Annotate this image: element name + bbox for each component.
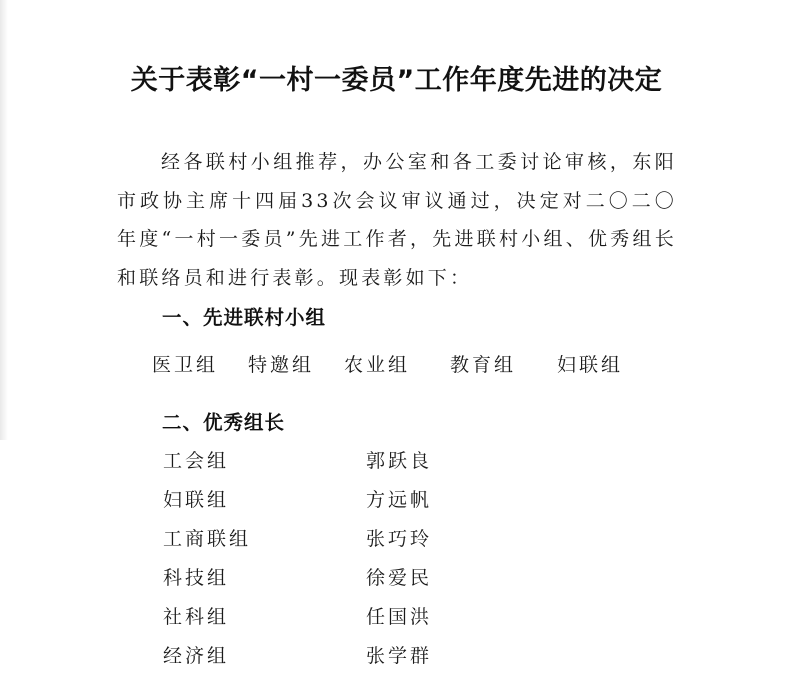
advanced-groups-list bbox=[0, 350, 793, 380]
group-item: 教育组 bbox=[450, 354, 517, 376]
list-item bbox=[0, 485, 793, 524]
document-title: 关于表彰“一村一委员”工作年度先进的决定 bbox=[130, 65, 663, 96]
excellent-leaders-list bbox=[0, 446, 793, 680]
person-name: 张巧玲 bbox=[366, 528, 433, 550]
section-heading-excellent-leaders: 二、优秀组长 bbox=[162, 411, 286, 434]
list-item bbox=[0, 446, 793, 485]
list-item bbox=[0, 524, 793, 563]
list-item bbox=[0, 602, 793, 641]
group-name: 工会组 bbox=[163, 450, 230, 472]
group-name: 社科组 bbox=[163, 606, 230, 628]
group-name: 经济组 bbox=[163, 645, 230, 667]
person-name: 方远帆 bbox=[366, 489, 433, 511]
person-name: 徐爱民 bbox=[366, 567, 433, 589]
group-item: 特邀组 bbox=[248, 354, 315, 376]
list-item bbox=[0, 641, 793, 680]
person-name: 张学群 bbox=[366, 645, 433, 667]
person-name: 郭跃良 bbox=[366, 450, 433, 472]
list-item bbox=[0, 563, 793, 602]
group-item: 妇联组 bbox=[557, 354, 624, 376]
person-name: 任国洪 bbox=[366, 606, 433, 628]
group-item: 医卫组 bbox=[152, 354, 219, 376]
group-name: 科技组 bbox=[163, 567, 230, 589]
intro-paragraph: 经各联村小组推荐，办公室和各工委讨论审核，东阳市政协主席十四届33次会议审议通过，决定对二〇二〇年度“一村一委员”先进工作者，先进联村小组、优秀组长和联络员和进行表彰。现表彰如下： bbox=[117, 151, 677, 289]
group-name: 妇联组 bbox=[163, 489, 230, 511]
group-name: 工商联组 bbox=[163, 528, 252, 550]
section-heading-advanced-groups: 一、先进联村小组 bbox=[162, 306, 327, 329]
group-item: 农业组 bbox=[344, 354, 411, 376]
